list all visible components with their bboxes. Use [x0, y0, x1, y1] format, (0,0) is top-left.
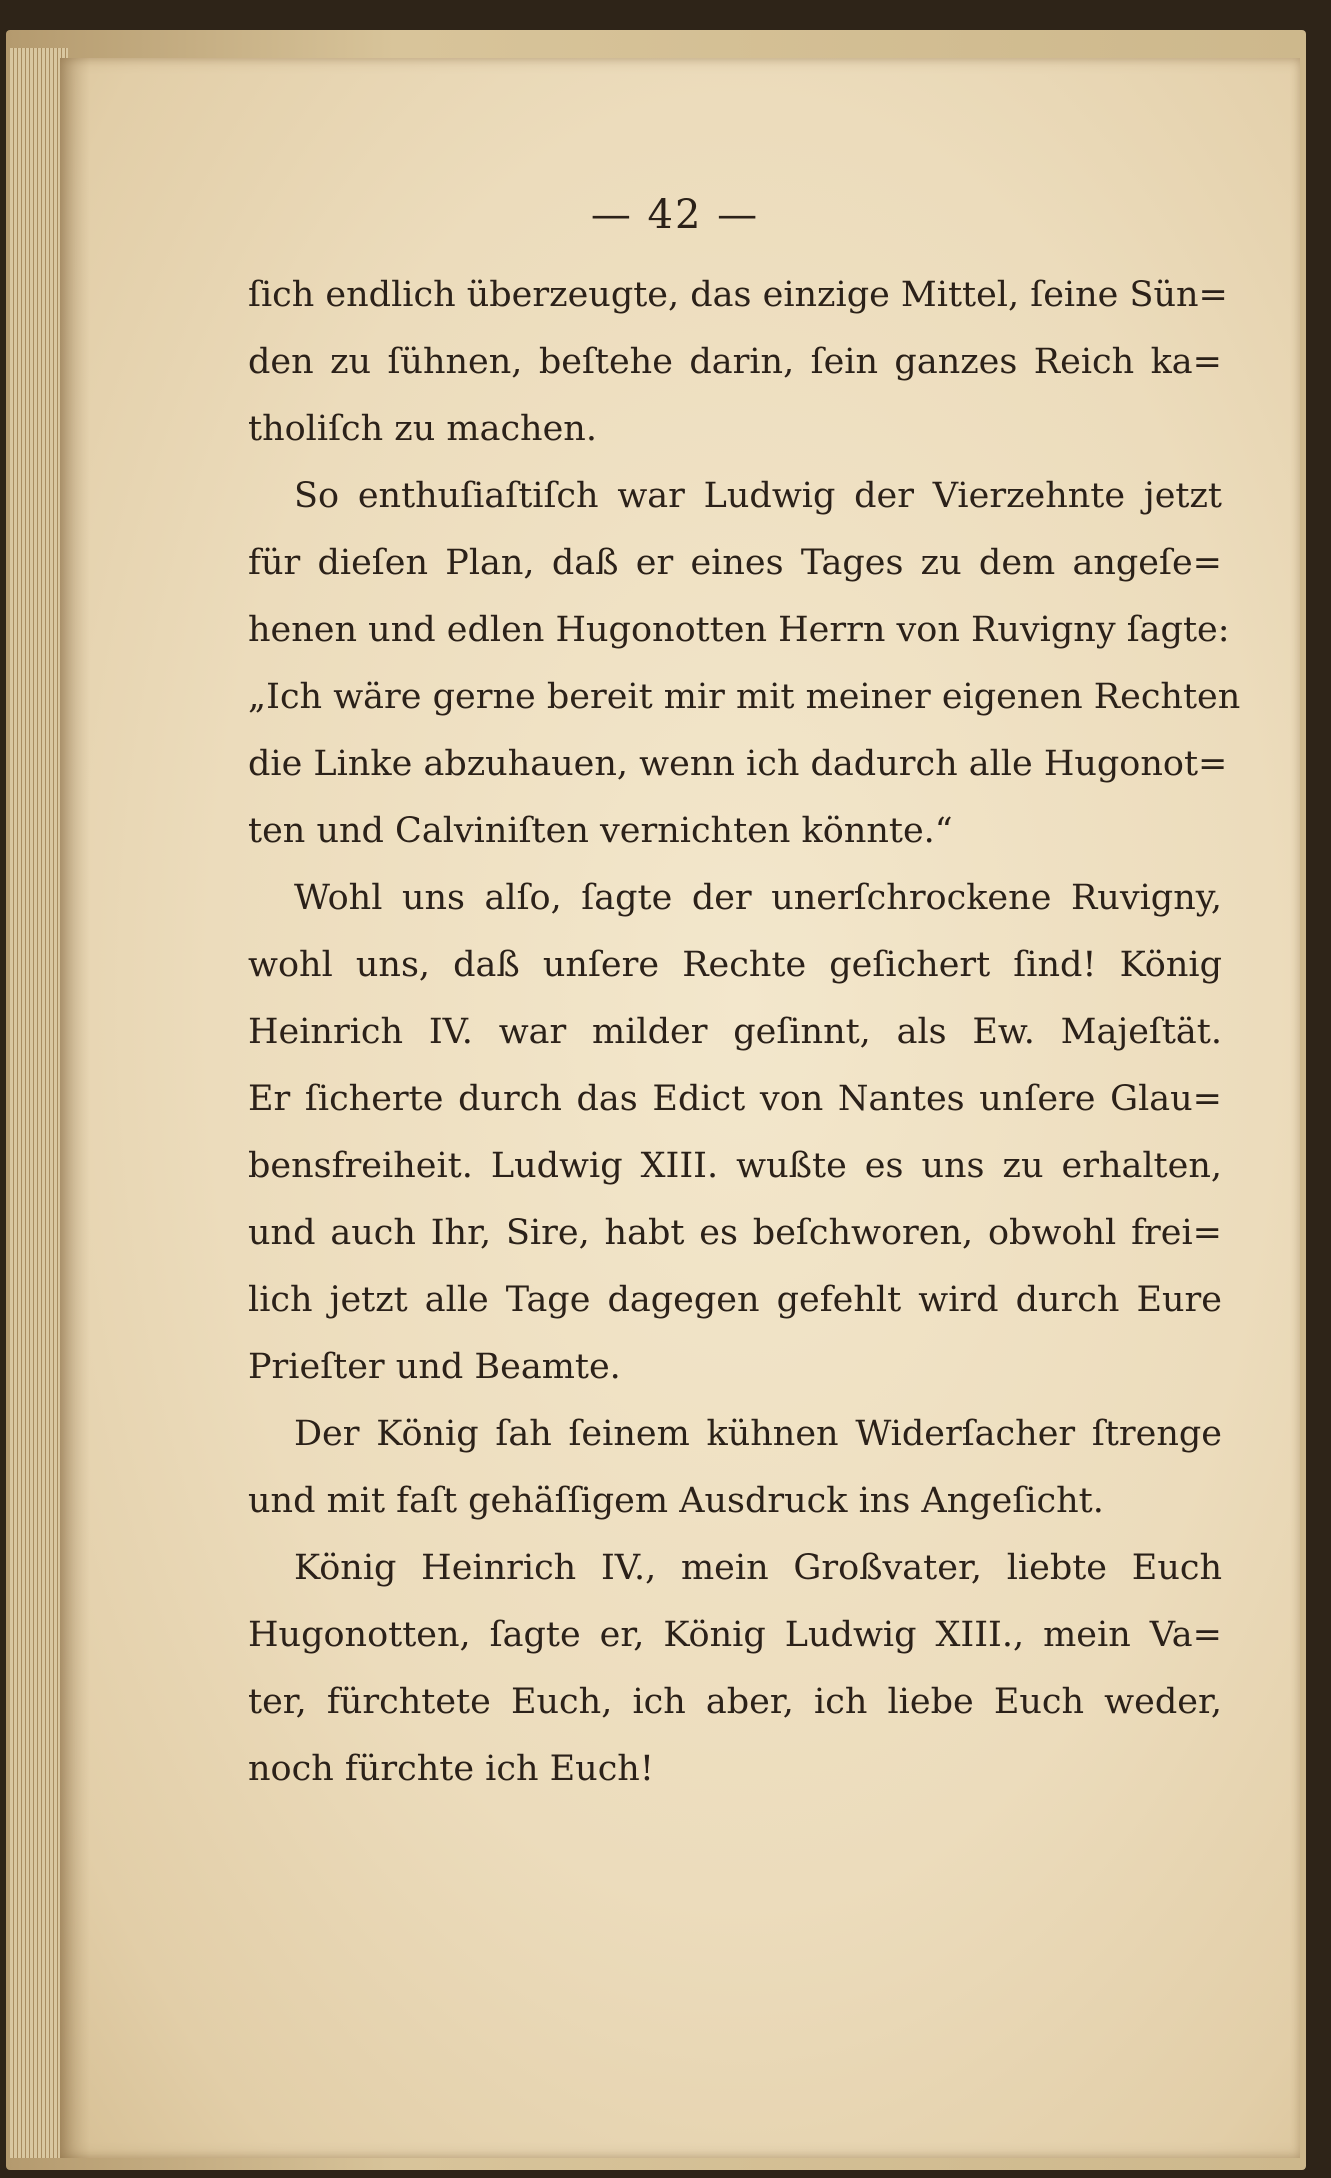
text-line: für dieſen Plan, daß er eines Tages zu dem angeſe=	[248, 543, 1222, 583]
text-line: So enthuſiaſtiſch war Ludwig der Vierzehnte jetzt	[294, 476, 1222, 516]
text-line: Der König ſah ſeinem kühnen Widerſacher ſtrenge	[294, 1414, 1222, 1454]
page-number: — 42 —	[590, 192, 760, 238]
text-line: Heinrich IV. war milder geſinnt, als Ew. Majeſtät.	[248, 1012, 1222, 1052]
text-line: Er ſicherte durch das Edict von Nantes unſere Glau=	[248, 1079, 1222, 1119]
text-line: wohl uns, daß unſere Rechte geſichert ſind! König	[248, 945, 1222, 985]
text-line: ter, fürchtete Euch, ich aber, ich liebe Euch weder,	[248, 1682, 1222, 1722]
text-line: die Linke abzuhauen, wenn ich dadurch alle Hugonot=	[248, 744, 1228, 784]
text-line: ten und Calviniſten vernichten könnte.“	[248, 811, 953, 851]
text-line: tholiſch zu machen.	[248, 409, 597, 449]
text-line: Hugonotten, ſagte er, König Ludwig XIII., mein Va=	[248, 1615, 1222, 1655]
text-line: ſich endlich überzeugte, das einzige Mittel, ſeine Sün=	[248, 275, 1228, 315]
text-line: henen und edlen Hugonotten Herrn von Ruvigny ſagte:	[248, 610, 1230, 650]
text-line: König Heinrich IV., mein Großvater, liebte Euch	[294, 1548, 1222, 1588]
text-line: und auch Ihr, Sire, habt es beſchworen, obwohl frei=	[248, 1213, 1222, 1253]
text-line: Prieſter und Beamte.	[248, 1347, 621, 1387]
text-line: Wohl uns alſo, ſagte der unerſchrockene Ruvigny,	[294, 878, 1222, 918]
text-line: bensfreiheit. Ludwig XIII. wußte es uns zu erhalten,	[248, 1146, 1222, 1186]
text-line: noch fürchte ich Euch!	[248, 1749, 654, 1789]
text-line: lich jetzt alle Tage dagegen gefehlt wird durch Eure	[248, 1280, 1222, 1320]
text-line: und mit faſt gehäſſigem Ausdruck ins Angeſicht.	[248, 1481, 1104, 1521]
text-line: „Ich wäre gerne bereit mir mit meiner eigenen Rechten	[248, 677, 1241, 717]
body-text	[248, 262, 1241, 1803]
text-line: den zu ſühnen, beſtehe darin, ſein ganzes Reich ka=	[248, 342, 1222, 382]
